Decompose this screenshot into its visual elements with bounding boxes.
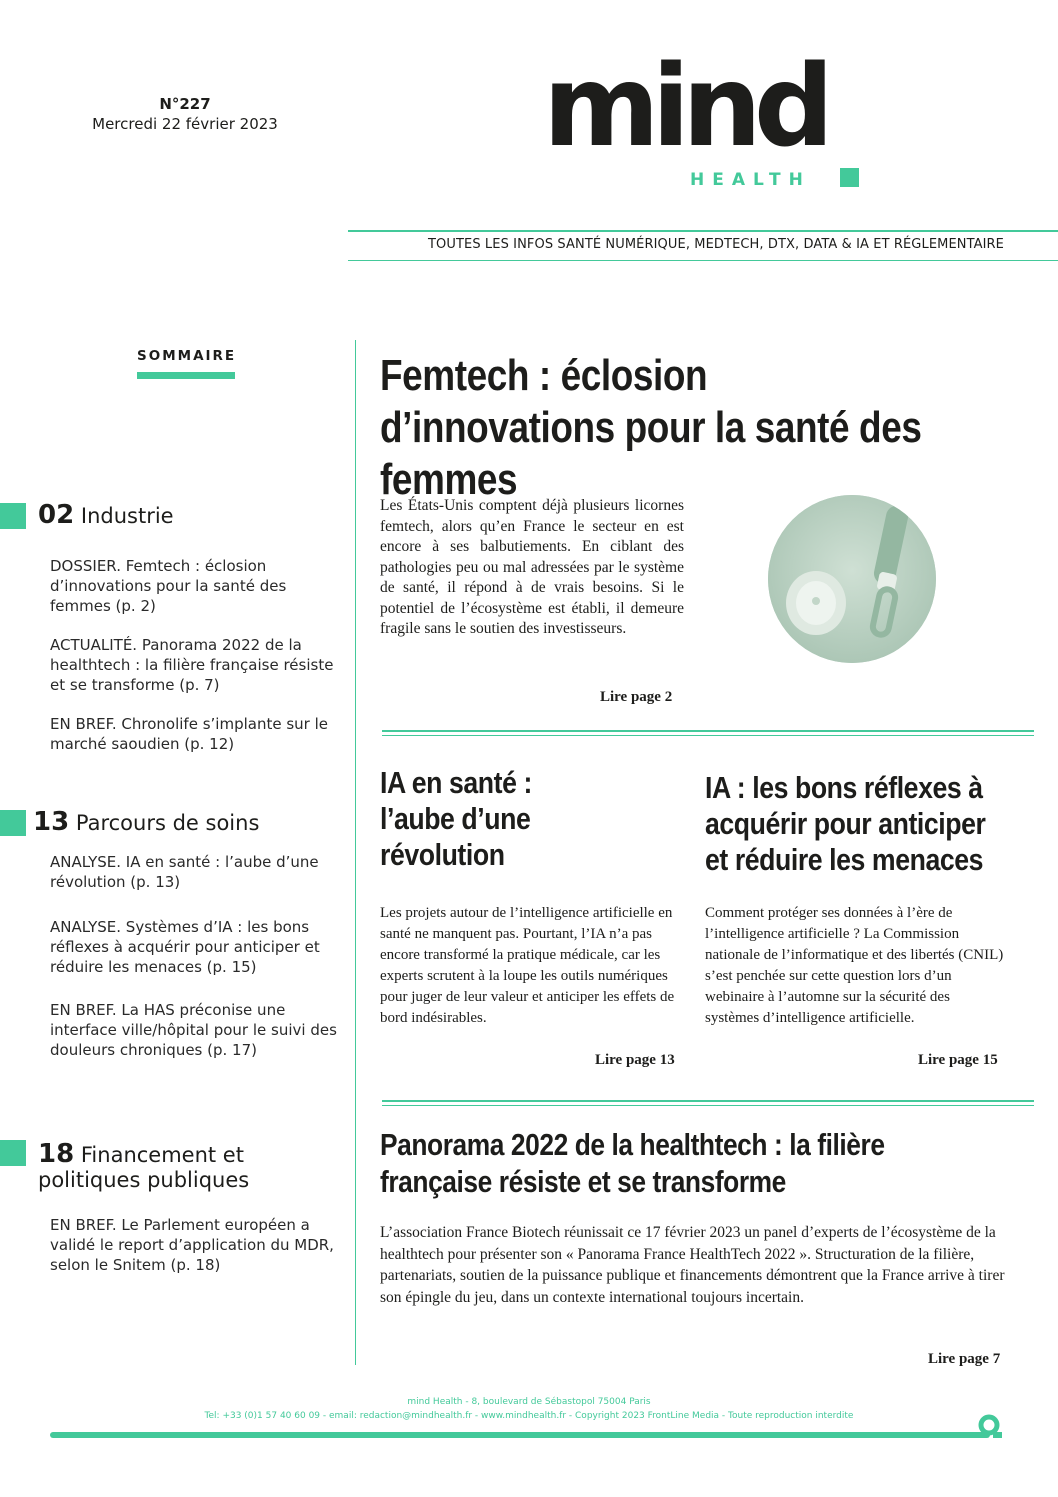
headline-panorama[interactable]: Panorama 2022 de la healthtech : la filière française résiste et se transforme [380,1127,885,1199]
sommaire-link[interactable]: EN BREF. Chronolife s’implante sur le marché saoudien (p. 12) [50,715,328,753]
femtech-device-photo [768,495,936,663]
footer-contact: Tel: +33 (0)1 57 40 60 09 - email: redaction@mindhealth.fr - www.mindhealth.fr - Copyright 2023 FrontLine Media - Toute reproduction interdite [204,1411,854,1421]
sommaire-underline [137,372,235,379]
issue-date: Mercredi 22 février 2023 [92,115,278,133]
separator-rule [382,1100,1034,1106]
article-summary-femtech: Les États-Unis comptent déjà plusieurs licornes femtech, alors qu’en France le secteur en est encore à ses balbutiements. En ciblant des pathologies peu ou mal adressées par le système de santé, il répond à de vrais besoins. Si le potentiel de l’écosystème est établi, il demeure fragile sans le soutien des investisseurs. [380,497,684,637]
sommaire-link[interactable]: ACTUALITÉ. Panorama 2022 de la healthtech : la filière française résiste et se transforme (p. 7) [50,636,334,694]
section-number: 18 [38,1139,75,1169]
issue-number: N°227 [159,95,211,113]
sommaire-title: SOMMAIRE [137,348,237,364]
sommaire-link[interactable]: EN BREF. La HAS préconise une interface ville/hôpital pour le suivi des douleurs chroniques (p. 17) [50,1001,337,1059]
read-more-link[interactable]: Lire page 13 [595,1052,675,1068]
section-heading-industrie [38,500,338,530]
sommaire-link[interactable]: ANALYSE. IA en santé : l’aube d’une révolution (p. 13) [50,853,319,891]
logo-subtitle: HEALTH [690,170,811,190]
footer-address: mind Health - 8, boulevard de Sébastopol 75004 Paris [407,1397,651,1407]
logo-wordmark: mind [543,42,826,172]
article-summary-panorama: L’association France Biotech réunissait ce 17 février 2023 un panel d’experts de l’écosystème de la healthtech pour présenter son « Panorama France HealthTech 2022 ». Structuration de la filière, partenariats, soutien de la puissance publique et financements démontrent que la France arrive à tirer son épingle du jeu, dans un contexte international toujours incertain. [380,1224,1005,1306]
section-marker [0,810,26,836]
article-summary-ia-sante: Les projets autour de l’intelligence artificielle en santé ne manquent pas. Pourtant, l’IA n’a pas encore transformé la pratique médicale, car les experts scrutent à la loupe les outils numériques pour juger de leur valeur et anticiper les effets de bord indésirables. [380,905,675,1026]
section-label: Industrie [80,504,174,528]
read-more-link[interactable]: Lire page 7 [928,1351,1001,1367]
article-summary-ia-reflexes: Comment protéger ses données à l’ère de l’intelligence artificielle ? La Commission nationale de l’informatique et des libertés (CNIL) s’est penchée sur cette question lors d’un webinaire à l’automne sur la sécurité des systèmes d’intelligence artificielle. [705,905,1004,1026]
section-number: 02 [38,500,75,530]
tagline-rule-top [348,230,1058,232]
logo-square-mark [840,168,859,187]
section-marker [0,503,26,529]
sommaire-link[interactable]: ANALYSE. Systèmes d’IA : les bons réflexes à acquérir pour anticiper et réduire les menaces (p. 15) [50,918,320,976]
headline-ia-reflexes[interactable]: IA : les bons réflexes à acquérir pour anticiper et réduire les menaces [705,770,986,877]
separator-rule [382,730,1034,736]
read-more-link[interactable]: Lire page 15 [918,1052,998,1068]
logo-mark-icon [978,1414,1004,1440]
section-marker [0,1140,26,1166]
section-number: 13 [33,807,70,837]
column-divider [355,340,356,1365]
footer-bar [50,1432,990,1438]
sommaire-link[interactable]: EN BREF. Le Parlement européen a validé le report d’application du MDR, selon le Snitem (p. 18) [50,1216,334,1274]
sommaire-link[interactable]: DOSSIER. Femtech : éclosion d’innovations pour la santé des femmes (p. 2) [50,557,287,615]
section-label: Parcours de soins [75,811,260,835]
section-label: Financement et politiques publiques [38,1143,250,1192]
headline-ia-sante[interactable]: IA en santé : l’aube d’une révolution [380,765,532,872]
section-heading-parcours [33,807,333,837]
tagline: TOUTES LES INFOS SANTÉ NUMÉRIQUE, MEDTECH, DTX, DATA & IA ET RÉGLEMENTAIRE [428,237,1004,252]
read-more-link[interactable]: Lire page 2 [600,689,673,705]
headline-femtech[interactable]: Femtech : éclosion d’innovations pour la santé des femmes [380,351,922,504]
issue-info [0,94,370,134]
section-heading-financement [38,1139,298,1193]
tagline-rule-bottom [348,260,1058,261]
